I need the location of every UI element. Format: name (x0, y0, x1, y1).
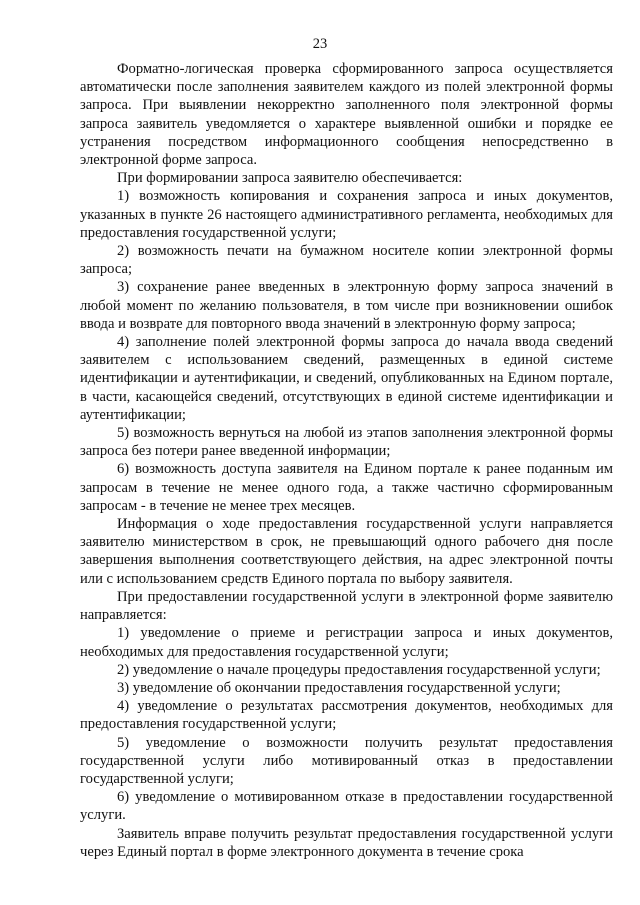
paragraph-item-access-requests: 6) возможность доступа заявителя на Едином портале к ранее поданным им запросам в течение не менее одного года, а также частично сформированным запросам - в течение не менее трех месяцев. (80, 461, 613, 514)
paragraph-item-save-values: 3) сохранение ранее введенных в электронную форму запроса значений в любой момент по желанию пользователя, в том числе при возникновении ошибок ввода и возврате для повторного ввода значений в электронную форму запроса; (80, 279, 613, 332)
paragraph-progress-info: Информация о ходе предоставления государственной услуги направляется заявителю министерством в срок, не превышающий одного рабочего дня после завершения выполнения соответствующего действия, на адрес электронной почты или с использованием средств Единого портала по выбору заявителя. (80, 516, 613, 587)
paragraph-item-print: 2) возможность печати на бумажном носителе копии электронной формы запроса; (80, 243, 613, 278)
paragraph-notice-refusal: 6) уведомление о мотивированном отказе в предоставлении государственной услуги. (80, 789, 613, 824)
paragraph-item-copy-save: 1) возможность копирования и сохранения запроса и иных документов, указанных в пункте 26 настоящего административного регламента, необходимых для предоставления государственной услуги; (80, 188, 613, 241)
paragraph-notice-start: 2) уведомление о начале процедуры предоставления государственной услуги; (117, 661, 601, 678)
paragraph-item-return-step: 5) возможность вернуться на любой из этапов заполнения электронной формы запроса без потери ранее введенной информации; (80, 425, 613, 460)
paragraph-notice-review-results: 4) уведомление о результатах рассмотрения документов, необходимых для предоставления государственной услуги; (80, 698, 613, 733)
paragraph-notice-result-available: 5) уведомление о возможности получить результат предоставления государственной услуги либо мотивированный отказ в предоставлении государственной услуги; (80, 734, 613, 787)
paragraph-item-autofill: 4) заполнение полей электронной формы запроса до начала ввода сведений заявителем с использованием сведений, размещенных в единой системе идентификации и аутентификации, и сведений, опубликованных на Едином портале, в части, касающейся сведений, отсутствующих в единой системе идентификации и аутентификации; (80, 334, 613, 423)
paragraph-notifications-intro: При предоставлении государственной услуги в электронной форме заявителю направляется: (80, 588, 613, 624)
paragraph-notice-end: 3) уведомление об окончании предоставления государственной услуги; (117, 679, 561, 696)
paragraph-request-provisions-intro: При формировании запроса заявителю обеспечивается: (117, 170, 463, 187)
paragraph-notice-receipt: 1) уведомление о приеме и регистрации запроса и иных документов, необходимых для предоставления государственной услуги; (80, 625, 613, 660)
page-number: 23 (312, 36, 328, 52)
paragraph-result-via-portal: Заявитель вправе получить результат предоставления государственной услуги через Единый портал в форме электронного документа в течение срока (80, 825, 613, 860)
paragraph-format-check: Форматно-логическая проверка сформированного запроса осуществляется автоматически после заполнения заявителем каждого из полей электронной формы запроса. При выявлении некорректно заполненного поля электронной формы запроса заявитель уведомляется о характере выявленной ошибки и порядке ее устранения посредством информационного сообщения непосредственно в электронной форме запроса. (80, 61, 613, 169)
document-body (80, 60, 613, 861)
